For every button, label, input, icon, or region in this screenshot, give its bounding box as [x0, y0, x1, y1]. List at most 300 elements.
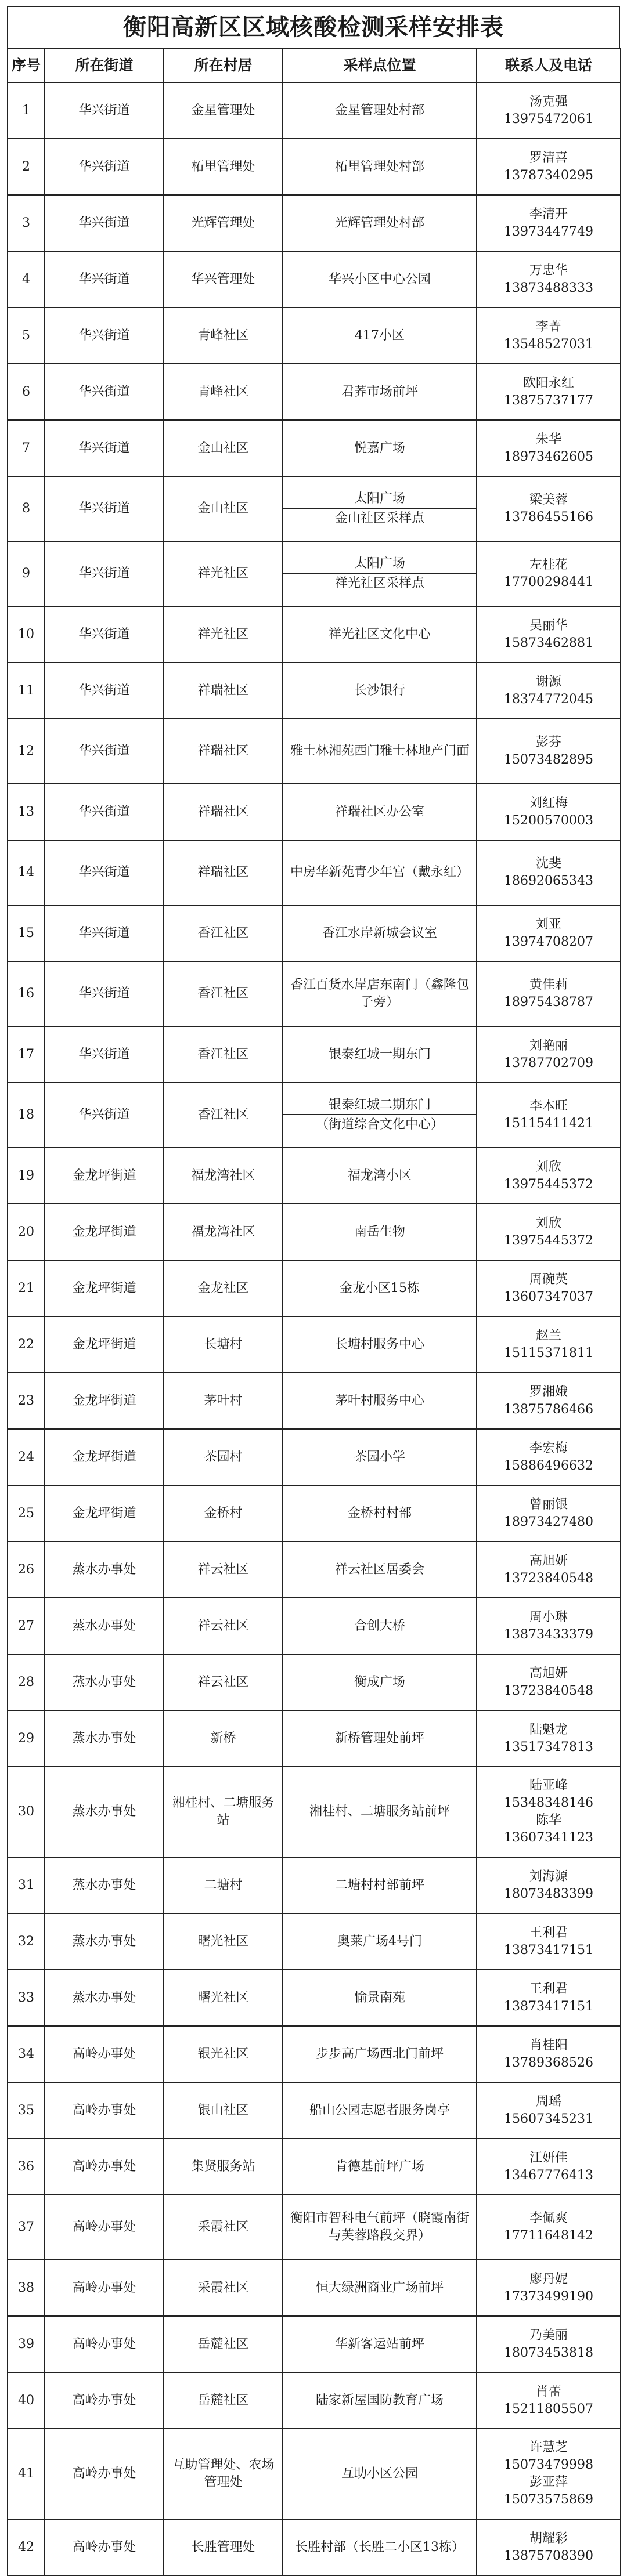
- village-cell: 金山社区: [164, 420, 283, 476]
- street-cell: 金龙坪街道: [45, 1148, 164, 1204]
- street-cell: 华兴街道: [45, 307, 164, 364]
- site-line: 湘桂村、二塘服务站前坪: [309, 1804, 450, 1819]
- contact-cell: [477, 139, 621, 195]
- village-cell: 茶园村: [164, 1429, 283, 1485]
- row-number: 28: [8, 1654, 45, 1710]
- row-number: 38: [8, 2260, 45, 2316]
- contact-cell: [477, 1542, 621, 1598]
- contact-phone: 13787340295: [504, 168, 593, 183]
- contact-cell: [477, 2316, 621, 2372]
- street-cell: 金龙坪街道: [45, 1373, 164, 1429]
- contact-name: 汤克强: [529, 94, 568, 109]
- site-cell: [283, 2372, 477, 2429]
- site-cell: [283, 1204, 477, 1260]
- site-cell: [283, 139, 477, 195]
- table-row: [8, 1654, 621, 1710]
- row-number: 16: [8, 961, 45, 1026]
- table-row: [8, 139, 621, 195]
- row-number: 41: [8, 2429, 45, 2519]
- site-cell: [283, 195, 477, 251]
- row-number: 20: [8, 1204, 45, 1260]
- contact-cell: [477, 1260, 621, 1316]
- contact-cell: [477, 2026, 621, 2082]
- street-cell: 华兴街道: [45, 420, 164, 476]
- contact-cell: [477, 1429, 621, 1485]
- table-row: [8, 195, 621, 251]
- street-cell: 高岭办事处: [45, 2519, 164, 2575]
- contact-cell: [477, 719, 621, 784]
- contact-cell: [477, 784, 621, 840]
- street-cell: 蒸水办事处: [45, 1710, 164, 1767]
- row-number: 34: [8, 2026, 45, 2082]
- contact-cell: [477, 1026, 621, 1083]
- street-cell: 金龙坪街道: [45, 1485, 164, 1542]
- row-number: 13: [8, 784, 45, 840]
- contact-name: 陈华: [535, 1813, 561, 1828]
- table-row: [8, 2429, 621, 2519]
- contact-name: 李菁: [535, 319, 561, 334]
- site-cell: [283, 1148, 477, 1204]
- street-cell: 蒸水办事处: [45, 1857, 164, 1913]
- contact-cell: [477, 961, 621, 1026]
- site-line: 衡阳市智科电气前坪（晓霞南街与芙蓉路段交界）: [290, 2211, 469, 2243]
- village-cell: 岳麓社区: [164, 2372, 283, 2429]
- site-line: 长沙银行: [354, 683, 405, 698]
- contact-cell: [477, 1598, 621, 1654]
- row-number: 30: [8, 1767, 45, 1857]
- page-title: 衡阳高新区区域核酸检测采样安排表: [7, 6, 620, 48]
- site-line: 船山公园志愿者服务岗亭: [309, 2103, 450, 2118]
- contact-phone: 13607341123: [504, 1830, 593, 1845]
- contact-name: 李佩爽: [529, 2211, 568, 2226]
- village-cell: 祥云社区: [164, 1542, 283, 1598]
- row-number: 17: [8, 1026, 45, 1083]
- village-cell: 互助管理处、农场管理处: [164, 2429, 283, 2519]
- street-cell: 华兴街道: [45, 139, 164, 195]
- contact-name: 肖桂阳: [529, 2038, 568, 2053]
- village-cell: 香江社区: [164, 1026, 283, 1083]
- table-row: [8, 784, 621, 840]
- site-cell: [283, 1913, 477, 1970]
- table-row: [8, 1970, 621, 2026]
- site-line: 福龙湾小区: [347, 1168, 412, 1183]
- table-row: [8, 1204, 621, 1260]
- site-line: 新桥管理处前坪: [334, 1731, 424, 1746]
- village-cell: 青峰社区: [164, 307, 283, 364]
- table-row: [8, 1485, 621, 1542]
- table-row: [8, 606, 621, 663]
- contact-name: 王利君: [529, 1925, 568, 1940]
- contact-cell: [477, 1316, 621, 1373]
- contact-phone: 13873417151: [504, 1942, 593, 1958]
- table-row: [8, 663, 621, 719]
- street-cell: 蒸水办事处: [45, 1767, 164, 1857]
- contact-phone: 15873462881: [504, 635, 593, 650]
- contact-name: 江妍佳: [529, 2150, 568, 2165]
- street-cell: 高岭办事处: [45, 2026, 164, 2082]
- contact-cell: [477, 1857, 621, 1913]
- site-cell: [283, 1767, 477, 1857]
- contact-name: 沈斐: [535, 856, 561, 871]
- contact-name: 刘红梅: [529, 795, 568, 811]
- site-line: 金桥村村部: [347, 1506, 412, 1521]
- contact-cell: [477, 1148, 621, 1204]
- contact-phone: 13875737177: [504, 393, 593, 408]
- table-row: [8, 2026, 621, 2082]
- street-cell: 高岭办事处: [45, 2260, 164, 2316]
- header-cell-no: 序号: [8, 48, 45, 82]
- row-number: 40: [8, 2372, 45, 2429]
- street-cell: 高岭办事处: [45, 2316, 164, 2372]
- table-row: [8, 82, 621, 139]
- site-cell: [283, 1857, 477, 1913]
- contact-cell: [477, 663, 621, 719]
- site-cell: [283, 606, 477, 663]
- site-cell: [283, 420, 477, 476]
- contact-name: 欧阳永红: [522, 375, 574, 390]
- contact-phone: 13873433379: [504, 1627, 593, 1642]
- site-line: 雅士林湘苑西门雅士林地产门面: [290, 744, 469, 758]
- site-line: 金山社区采样点: [283, 508, 476, 527]
- row-number: 24: [8, 1429, 45, 1485]
- contact-name: 周瑶: [535, 2094, 561, 2109]
- schedule-sheet: [7, 6, 620, 2576]
- site-line: 肯德基前坪广场: [334, 2159, 424, 2174]
- header-cell-contact: 联系人及电话: [477, 48, 621, 82]
- contact-phone: 13873417151: [504, 1999, 593, 2014]
- table-row: [8, 961, 621, 1026]
- site-line: 长胜村部（长胜二小区13栋）: [295, 2539, 464, 2555]
- street-cell: 华兴街道: [45, 840, 164, 905]
- village-cell: 祥瑞社区: [164, 784, 283, 840]
- contact-phone: 13786455166: [504, 510, 593, 524]
- site-cell: [283, 1970, 477, 2026]
- village-cell: 曙光社区: [164, 1970, 283, 2026]
- site-line: 祥光社区采样点: [283, 573, 476, 592]
- contact-name: 刘海源: [529, 1869, 568, 1884]
- contact-phone: 17373499190: [504, 2289, 593, 2304]
- row-number: 23: [8, 1373, 45, 1429]
- row-number: 39: [8, 2316, 45, 2372]
- contact-name: 李宏梅: [529, 1441, 568, 1456]
- site-cell: [283, 905, 477, 961]
- site-line: 南岳生物: [354, 1224, 405, 1239]
- contact-phone: 15073482895: [504, 752, 593, 767]
- contact-cell: [477, 541, 621, 606]
- contact-phone: 15607345231: [504, 2111, 593, 2126]
- contact-phone: 15073479998: [504, 2458, 593, 2472]
- contact-phone: 18374772045: [504, 692, 593, 707]
- street-cell: 金龙坪街道: [45, 1316, 164, 1373]
- site-line: 互助小区公园: [341, 2466, 418, 2481]
- contact-name: 吴丽华: [529, 618, 568, 633]
- contact-cell: [477, 195, 621, 251]
- contact-phone: 13787702709: [504, 1055, 593, 1070]
- site-line: 茶园小学: [354, 1449, 405, 1464]
- row-number: 33: [8, 1970, 45, 2026]
- table-row: [8, 1913, 621, 1970]
- site-line: 君荞市场前坪: [341, 384, 418, 399]
- contact-phone: 15115411421: [504, 1116, 593, 1131]
- table-row: [8, 476, 621, 541]
- village-cell: 金山社区: [164, 476, 283, 541]
- table-row: [8, 2316, 621, 2372]
- contact-name: 胡耀彩: [529, 2531, 568, 2546]
- contact-cell: [477, 1913, 621, 1970]
- contact-cell: [477, 1204, 621, 1260]
- row-number: 6: [8, 364, 45, 420]
- contact-name: 彭芬: [535, 735, 561, 750]
- table-row: [8, 1429, 621, 1485]
- street-cell: 华兴街道: [45, 1083, 164, 1148]
- contact-name: 陆亚峰: [529, 1778, 568, 1793]
- contact-phone: 13973447749: [504, 224, 593, 239]
- table-row: [8, 905, 621, 961]
- street-cell: 蒸水办事处: [45, 1970, 164, 2026]
- contact-cell: [477, 1710, 621, 1767]
- contact-phone: 17711648142: [504, 2228, 593, 2243]
- street-cell: 华兴街道: [45, 784, 164, 840]
- row-number: 27: [8, 1598, 45, 1654]
- contact-phone: 13875786466: [504, 1402, 593, 1417]
- row-number: 12: [8, 719, 45, 784]
- street-cell: 华兴街道: [45, 82, 164, 139]
- village-cell: 香江社区: [164, 961, 283, 1026]
- table-body: [8, 82, 621, 2575]
- village-cell: 银山社区: [164, 2082, 283, 2139]
- table-row: [8, 1373, 621, 1429]
- contact-phone: 13873488333: [504, 280, 593, 295]
- village-cell: 长胜管理处: [164, 2519, 283, 2575]
- row-number: 9: [8, 541, 45, 606]
- site-cell: [283, 476, 477, 541]
- site-cell: [283, 2316, 477, 2372]
- village-cell: 祥云社区: [164, 1654, 283, 1710]
- site-cell: [283, 1373, 477, 1429]
- street-cell: 金龙坪街道: [45, 1204, 164, 1260]
- site-line: 华兴小区中心公园: [328, 272, 431, 287]
- village-cell: 银光社区: [164, 2026, 283, 2082]
- contact-name: 周小琳: [529, 1609, 568, 1625]
- row-number: 7: [8, 420, 45, 476]
- village-cell: 集贤服务站: [164, 2139, 283, 2195]
- street-cell: 高岭办事处: [45, 2195, 164, 2260]
- village-cell: 岳麓社区: [164, 2316, 283, 2372]
- street-cell: 华兴街道: [45, 476, 164, 541]
- site-line: 悦嘉广场: [354, 440, 405, 455]
- contact-name: 左桂花: [529, 558, 568, 572]
- site-cell: [283, 1429, 477, 1485]
- contact-name: 陆魁龙: [529, 1722, 568, 1737]
- village-cell: 湘桂村、二塘服务站: [164, 1767, 283, 1857]
- contact-name: 罗湘娥: [529, 1384, 568, 1399]
- street-cell: 金龙坪街道: [45, 1429, 164, 1485]
- contact-cell: [477, 476, 621, 541]
- site-cell: [283, 784, 477, 840]
- street-cell: 华兴街道: [45, 961, 164, 1026]
- site-line: 香江水岸新城会议室: [322, 925, 437, 940]
- contact-phone: 13875708390: [504, 2548, 593, 2563]
- village-cell: 祥云社区: [164, 1598, 283, 1654]
- contact-cell: [477, 2372, 621, 2429]
- site-cell: [283, 663, 477, 719]
- contact-phone: 18973462605: [504, 449, 593, 464]
- table-row: [8, 307, 621, 364]
- contact-phone: 15211805507: [504, 2401, 593, 2416]
- site-cell: [283, 1316, 477, 1373]
- site-line: 金龙小区15栋: [340, 1280, 420, 1296]
- site-line: 陆家新屋国防教育广场: [315, 2393, 444, 2408]
- contact-name: 罗清喜: [529, 150, 568, 165]
- site-line: 金星管理处村部: [334, 103, 424, 118]
- row-number: 11: [8, 663, 45, 719]
- contact-name: 许慧芝: [529, 2440, 568, 2455]
- contact-cell: [477, 251, 621, 307]
- contact-cell: [477, 2139, 621, 2195]
- village-cell: 金龙社区: [164, 1260, 283, 1316]
- contact-cell: [477, 420, 621, 476]
- contact-cell: [477, 2429, 621, 2519]
- site-line: 步步高广场西北门前坪: [315, 2046, 444, 2061]
- row-number: 26: [8, 1542, 45, 1598]
- contact-name: 刘艳丽: [529, 1038, 568, 1053]
- village-cell: 光辉管理处: [164, 195, 283, 251]
- row-number: 10: [8, 606, 45, 663]
- village-cell: 福龙湾社区: [164, 1204, 283, 1260]
- row-number: 5: [8, 307, 45, 364]
- village-cell: 福龙湾社区: [164, 1148, 283, 1204]
- street-cell: 蒸水办事处: [45, 1598, 164, 1654]
- contact-cell: [477, 2519, 621, 2575]
- contact-phone: 13607347037: [504, 1289, 593, 1304]
- row-number: 21: [8, 1260, 45, 1316]
- contact-phone: 18973427480: [504, 1514, 593, 1529]
- street-cell: 高岭办事处: [45, 2429, 164, 2519]
- table-row: [8, 1767, 621, 1857]
- table-row: [8, 1083, 621, 1148]
- site-line: 二塘村村部前坪: [334, 1877, 424, 1893]
- contact-cell: [477, 307, 621, 364]
- street-cell: 华兴街道: [45, 905, 164, 961]
- village-cell: 祥瑞社区: [164, 840, 283, 905]
- site-line: 华新客运站前坪: [334, 2336, 424, 2351]
- contact-cell: [477, 840, 621, 905]
- village-cell: 新桥: [164, 1710, 283, 1767]
- site-cell: [283, 1654, 477, 1710]
- village-cell: 金桥村: [164, 1485, 283, 1542]
- table-row: [8, 1598, 621, 1654]
- contact-name: 王利君: [529, 1981, 568, 1996]
- site-line: 光辉管理处村部: [334, 215, 424, 230]
- site-cell: [283, 541, 477, 606]
- site-cell: [283, 307, 477, 364]
- table-row: [8, 1026, 621, 1083]
- street-cell: 高岭办事处: [45, 2082, 164, 2139]
- street-cell: 华兴街道: [45, 663, 164, 719]
- site-cell: [283, 2429, 477, 2519]
- contact-name: 朱华: [535, 432, 561, 447]
- table-row: [8, 364, 621, 420]
- contact-name: 李清开: [529, 207, 568, 222]
- street-cell: 蒸水办事处: [45, 1654, 164, 1710]
- contact-cell: [477, 2260, 621, 2316]
- site-line: 中房华新苑青少年宫（戴永红）: [290, 865, 469, 880]
- site-cell: [283, 82, 477, 139]
- contact-phone: 17700298441: [504, 575, 593, 589]
- contact-phone: 13789368526: [504, 2055, 593, 2070]
- contact-name: 高旭妍: [529, 1666, 568, 1681]
- site-line: 祥云社区居委会: [334, 1562, 424, 1577]
- row-number: 2: [8, 139, 45, 195]
- contact-name: 乃美丽: [529, 2328, 568, 2343]
- table-row: [8, 1260, 621, 1316]
- site-cell: [283, 961, 477, 1026]
- table-row: [8, 2139, 621, 2195]
- row-number: 4: [8, 251, 45, 307]
- table-row: [8, 1148, 621, 1204]
- row-number: 36: [8, 2139, 45, 2195]
- contact-name: 谢源: [535, 674, 561, 689]
- table-row: [8, 2260, 621, 2316]
- contact-cell: [477, 1485, 621, 1542]
- site-cell: [283, 2026, 477, 2082]
- site-cell: [283, 1083, 477, 1148]
- street-cell: 华兴街道: [45, 1026, 164, 1083]
- contact-phone: 13975445372: [504, 1233, 593, 1248]
- site-line: 太阳广场: [354, 491, 405, 506]
- contact-cell: [477, 1373, 621, 1429]
- contact-phone: 13548527031: [504, 337, 593, 352]
- site-line: 祥光社区文化中心: [328, 627, 431, 642]
- site-cell: [283, 2139, 477, 2195]
- street-cell: 华兴街道: [45, 541, 164, 606]
- row-number: 37: [8, 2195, 45, 2260]
- row-number: 15: [8, 905, 45, 961]
- contact-cell: [477, 2195, 621, 2260]
- contact-cell: [477, 606, 621, 663]
- row-number: 32: [8, 1913, 45, 1970]
- site-cell: [283, 1598, 477, 1654]
- contact-name: 刘亚: [535, 917, 561, 932]
- table-row: [8, 1857, 621, 1913]
- contact-phone: 15115371811: [504, 1345, 593, 1361]
- site-line: 银泰红城二期东门: [328, 1098, 431, 1112]
- contact-name: 黄佳莉: [529, 978, 568, 992]
- village-cell: 二塘村: [164, 1857, 283, 1913]
- contact-cell: [477, 1083, 621, 1148]
- table-row: [8, 719, 621, 784]
- site-cell: [283, 1542, 477, 1598]
- street-cell: 华兴街道: [45, 364, 164, 420]
- site-cell: [283, 2260, 477, 2316]
- village-cell: 青峰社区: [164, 364, 283, 420]
- site-line: 417小区: [355, 328, 405, 343]
- street-cell: 华兴街道: [45, 251, 164, 307]
- street-cell: 蒸水办事处: [45, 1542, 164, 1598]
- contact-phone: 15348348146: [504, 1796, 593, 1810]
- site-cell: [283, 2519, 477, 2575]
- street-cell: 高岭办事处: [45, 2372, 164, 2429]
- row-number: 14: [8, 840, 45, 905]
- table-row: [8, 1710, 621, 1767]
- row-number: 29: [8, 1710, 45, 1767]
- contact-name: 刘欣: [535, 1159, 561, 1174]
- village-cell: 茅叶村: [164, 1373, 283, 1429]
- table-row: [8, 840, 621, 905]
- village-cell: 曙光社区: [164, 1913, 283, 1970]
- contact-phone: 13723840548: [504, 1571, 593, 1586]
- village-cell: 柘里管理处: [164, 139, 283, 195]
